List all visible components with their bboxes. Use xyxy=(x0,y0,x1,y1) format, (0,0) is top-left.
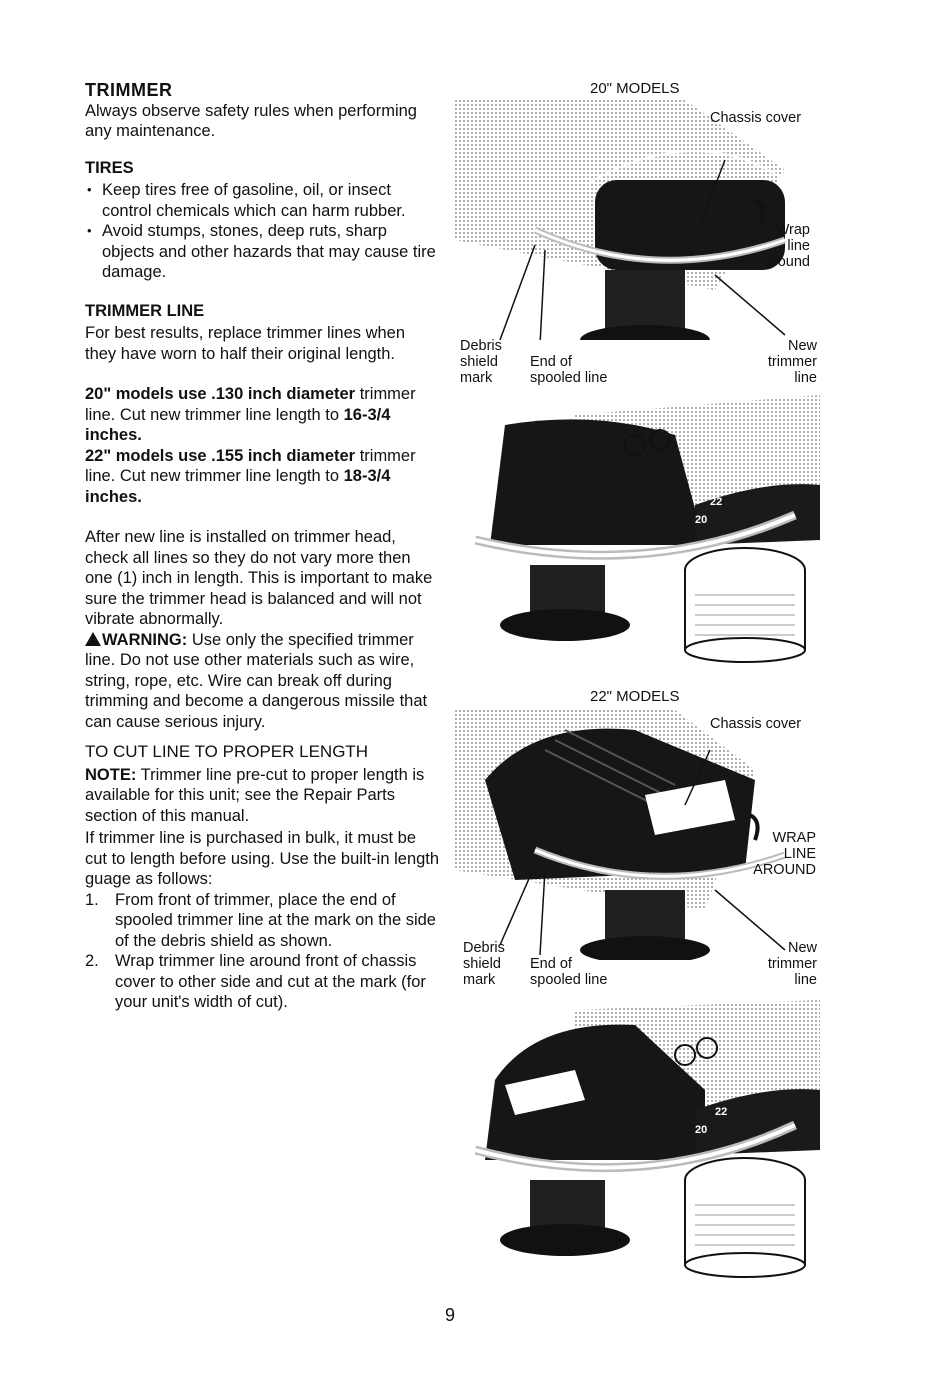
label-line: AROUND xyxy=(753,862,816,878)
fig20-mark-20: 20 xyxy=(695,514,708,526)
fig20-title: 20" MODELS xyxy=(590,80,680,97)
fig20-chassis-label: Chassis cover xyxy=(710,110,802,126)
label-line: shield xyxy=(463,956,501,972)
step-number: 1. xyxy=(85,890,99,909)
list-item xyxy=(85,890,440,952)
tires-heading: TIRES xyxy=(85,158,134,177)
model-20-length: 16-3/4 inches. xyxy=(85,405,391,444)
label-line: line xyxy=(787,238,810,254)
fig20-end-label xyxy=(530,354,607,386)
step-number: 2. xyxy=(85,952,99,970)
model-20-spec xyxy=(85,384,440,446)
text-column xyxy=(85,80,440,1013)
model-20-bold: 20" models use .130 inch diameter xyxy=(85,385,356,403)
model-22-length: 18-3/4 inches. xyxy=(85,467,391,506)
label-line: trimmer xyxy=(767,956,817,972)
trimmer-line-text: For best results, replace trimmer lines when they have worn to half their original length. xyxy=(85,324,406,363)
model-22-spec xyxy=(85,446,440,508)
label-line: New xyxy=(787,338,817,354)
label-line: Debris xyxy=(460,338,502,354)
warning-label: WARNING: xyxy=(102,630,188,649)
note-paragraph xyxy=(85,765,440,827)
label-line: trimmer xyxy=(767,354,817,370)
label-line: mark xyxy=(460,370,493,386)
fig20-wrap-label xyxy=(760,222,810,270)
tires-list xyxy=(85,180,440,283)
model-22-bold: 22" models use .155 inch diameter xyxy=(85,446,356,465)
model-22-text: trimmer line. Cut new trimmer line length to xyxy=(85,446,416,485)
fig22-end-label xyxy=(530,956,607,988)
note-label: NOTE: xyxy=(85,765,137,784)
fig22-title: 22" MODELS xyxy=(590,688,680,705)
step-text: Wrap trimmer line around front of chassis cover to other side and cut at the mark (for your unit's width of cut). xyxy=(115,952,426,1011)
bulk-paragraph: If trimmer line is purchased in bulk, it must be cut to length before using. Use the built-in length guage as follows: xyxy=(85,829,440,888)
step-text: From front of trimmer, place the end of spooled trimmer line at the mark on the side of the debris shield as shown. xyxy=(115,890,436,950)
fig22-wrap-label xyxy=(738,830,816,878)
fig20-debris-label xyxy=(460,338,502,386)
warning-paragraph xyxy=(85,630,440,733)
label-line: line xyxy=(794,972,817,988)
label-line: LINE xyxy=(783,846,816,862)
model-20-text: trimmer line. Cut new trimmer line length to xyxy=(85,385,416,424)
label-line: Debris xyxy=(463,940,505,956)
fig22-cut-illustration xyxy=(475,1000,820,1290)
list-item xyxy=(85,951,440,1013)
label-line: line xyxy=(794,370,817,386)
fig20-cut-illustration xyxy=(475,395,820,670)
label-line: End of xyxy=(530,354,572,370)
cut-heading: TO CUT LINE TO PROPER LENGTH xyxy=(85,742,369,761)
fig22-mark-20: 20 xyxy=(695,1124,708,1136)
note-text: Trimmer line pre-cut to proper length is available for this unit; see the Repair Parts section of this manual. xyxy=(85,765,425,825)
fig20-mark-22: 22 xyxy=(710,496,723,508)
fig20-new-label xyxy=(755,338,817,386)
label-line: End of xyxy=(530,956,572,972)
fig22-debris-label xyxy=(463,940,505,988)
fig22-chassis-label: Chassis cover xyxy=(710,716,802,732)
list-item: • Keep tires free of gasoline, oil, or insect control chemicals which can harm rubber. xyxy=(85,180,440,221)
trimmer-heading: TRIMMER xyxy=(85,80,173,100)
warning-icon xyxy=(85,632,101,646)
label-line: WRAP xyxy=(772,830,816,846)
list-item: • Avoid stumps, stones, deep ruts, sharp objects and other hazards that may cause tire damage. xyxy=(85,221,440,283)
label-line: spooled line xyxy=(530,370,608,386)
label-line: Wrap xyxy=(775,222,810,238)
trimmer-intro: Always observe safety rules when performing any maintenance. xyxy=(85,101,417,140)
label-line: shield xyxy=(460,354,498,370)
label-line: mark xyxy=(463,972,496,988)
steps-list xyxy=(85,890,440,1013)
after-install-text: After new line is installed on trimmer head, check all lines so they do not vary more then one (1) inch in length. This is important to make sure the trimmer head is balanced and will not vibrate abnormally. xyxy=(85,528,433,628)
label-line: around xyxy=(764,254,810,270)
fig22-mark-22: 22 xyxy=(715,1106,728,1118)
trimmer-line-heading: TRIMMER LINE xyxy=(85,301,205,320)
warning-text: Use only the specified trimmer line. Do not use other materials such as wire, string, rope, etc. Wire can break off during trimming and become a dangerous missile that can cause serious injury. xyxy=(85,630,428,731)
label-line: New xyxy=(787,940,817,956)
fig20-top-illustration xyxy=(455,100,825,340)
label-line: spooled line xyxy=(530,972,608,988)
fig22-new-label xyxy=(755,940,817,988)
page-number: 9 xyxy=(445,1305,456,1325)
